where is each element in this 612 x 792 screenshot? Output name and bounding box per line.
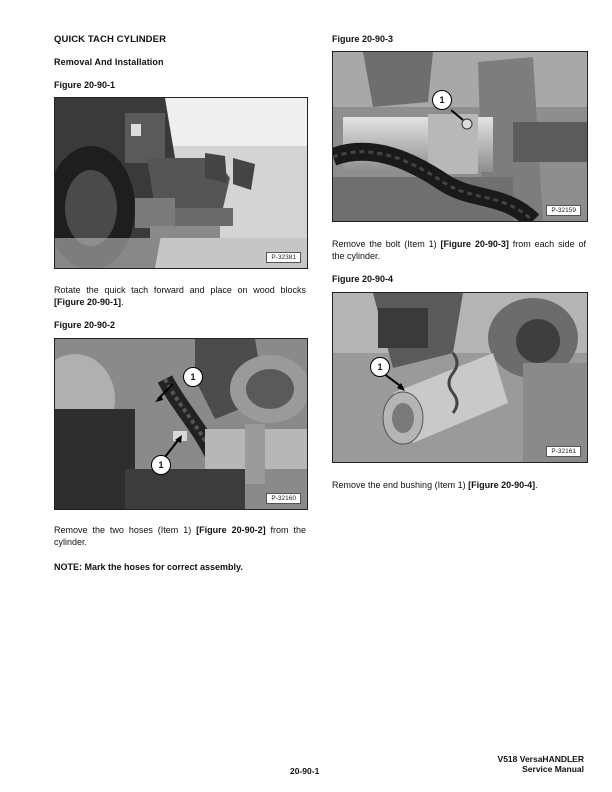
figure-1-photo-code: P-32381 [266,252,301,263]
callout-1a: 1 [183,367,203,387]
section-title: QUICK TACH CYLINDER [54,34,167,45]
figure-3-label: Figure 20-90-3 [332,34,394,44]
figure-reference: [Figure 20-90-4] [468,480,536,490]
product-name: V518 VersaHANDLER [497,754,584,764]
paragraph-4: Remove the end bushing (Item 1) [Figure 20-90-4]. [332,480,538,490]
figure-reference: [Figure 20-90-3] [440,239,509,249]
figure-3-photo-code: P-32159 [546,205,581,216]
manual-name: Service Manual [522,764,584,774]
figure-2-photo-code: P-32160 [266,493,301,504]
callout-1b: 1 [151,455,171,475]
figure-reference: [Figure 20-90-2] [196,525,266,535]
figure-1-label: Figure 20-90-1 [54,80,116,90]
figure-reference: [Figure 20-90-1] [54,297,122,307]
figure-4-label: Figure 20-90-4 [332,274,394,284]
figure-3-photo [332,51,588,222]
figure-1-photo [54,97,308,269]
figure-2-label: Figure 20-90-2 [54,320,116,330]
figure-2-photo [54,338,308,510]
figure-4-photo [332,292,588,463]
paragraph-2: Remove the two hoses (Item 1) [Figure 20-90-2] from the cylinder. [54,525,306,547]
subsection-title: Removal And Installation [54,57,164,67]
callout-1: 1 [370,357,390,377]
paragraph-3: Remove the bolt (Item 1) [Figure 20-90-3] from each side of the cylinder. [332,239,586,261]
callout-1: 1 [432,90,452,110]
paragraph-1: Rotate the quick tach forward and place on wood blocks [Figure 20-90-1]. [54,285,306,307]
note: NOTE: Mark the hoses for correct assembly. [54,562,243,572]
figure-4-photo-code: P-32161 [546,446,581,457]
footer-title [498,754,584,774]
page-number: 20-90-1 [290,766,320,776]
